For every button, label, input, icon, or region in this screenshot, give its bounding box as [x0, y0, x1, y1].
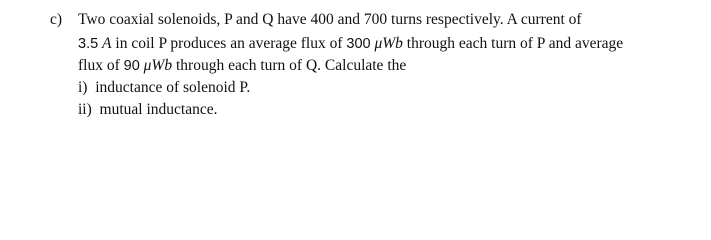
- question-line-2: [78, 34, 623, 54]
- line-3-text-a: flux of: [78, 57, 124, 74]
- question-line-3: [78, 56, 406, 76]
- question-text-line-1: Two coaxial solenoids, P and Q have 400 and 700 turns respectively. A current of: [78, 11, 582, 28]
- question-line-1: [50, 10, 582, 30]
- sub-question-text: inductance of solenoid P.: [95, 79, 251, 96]
- flux-q-value: 90: [123, 58, 140, 74]
- line-2-text-a: in coil P produces an average flux of: [111, 35, 347, 52]
- sub-question-text: mutual inductance.: [99, 101, 218, 118]
- line-3-text-b: through each turn of Q. Calculate the: [172, 57, 407, 74]
- line-2-text-b: through each turn of P and average: [402, 35, 624, 52]
- flux-p-value: 300: [346, 36, 371, 52]
- sub-question-label: ii): [78, 101, 92, 118]
- sub-question-ii: [78, 100, 217, 120]
- sub-question-i: [78, 78, 250, 98]
- flux-q-unit: μWb: [143, 57, 173, 74]
- flux-p-unit: μWb: [374, 35, 403, 52]
- sub-question-label: i): [78, 79, 88, 96]
- current-value: 3.5: [78, 36, 99, 52]
- question-label: c): [50, 11, 63, 28]
- current-unit: A: [102, 35, 112, 52]
